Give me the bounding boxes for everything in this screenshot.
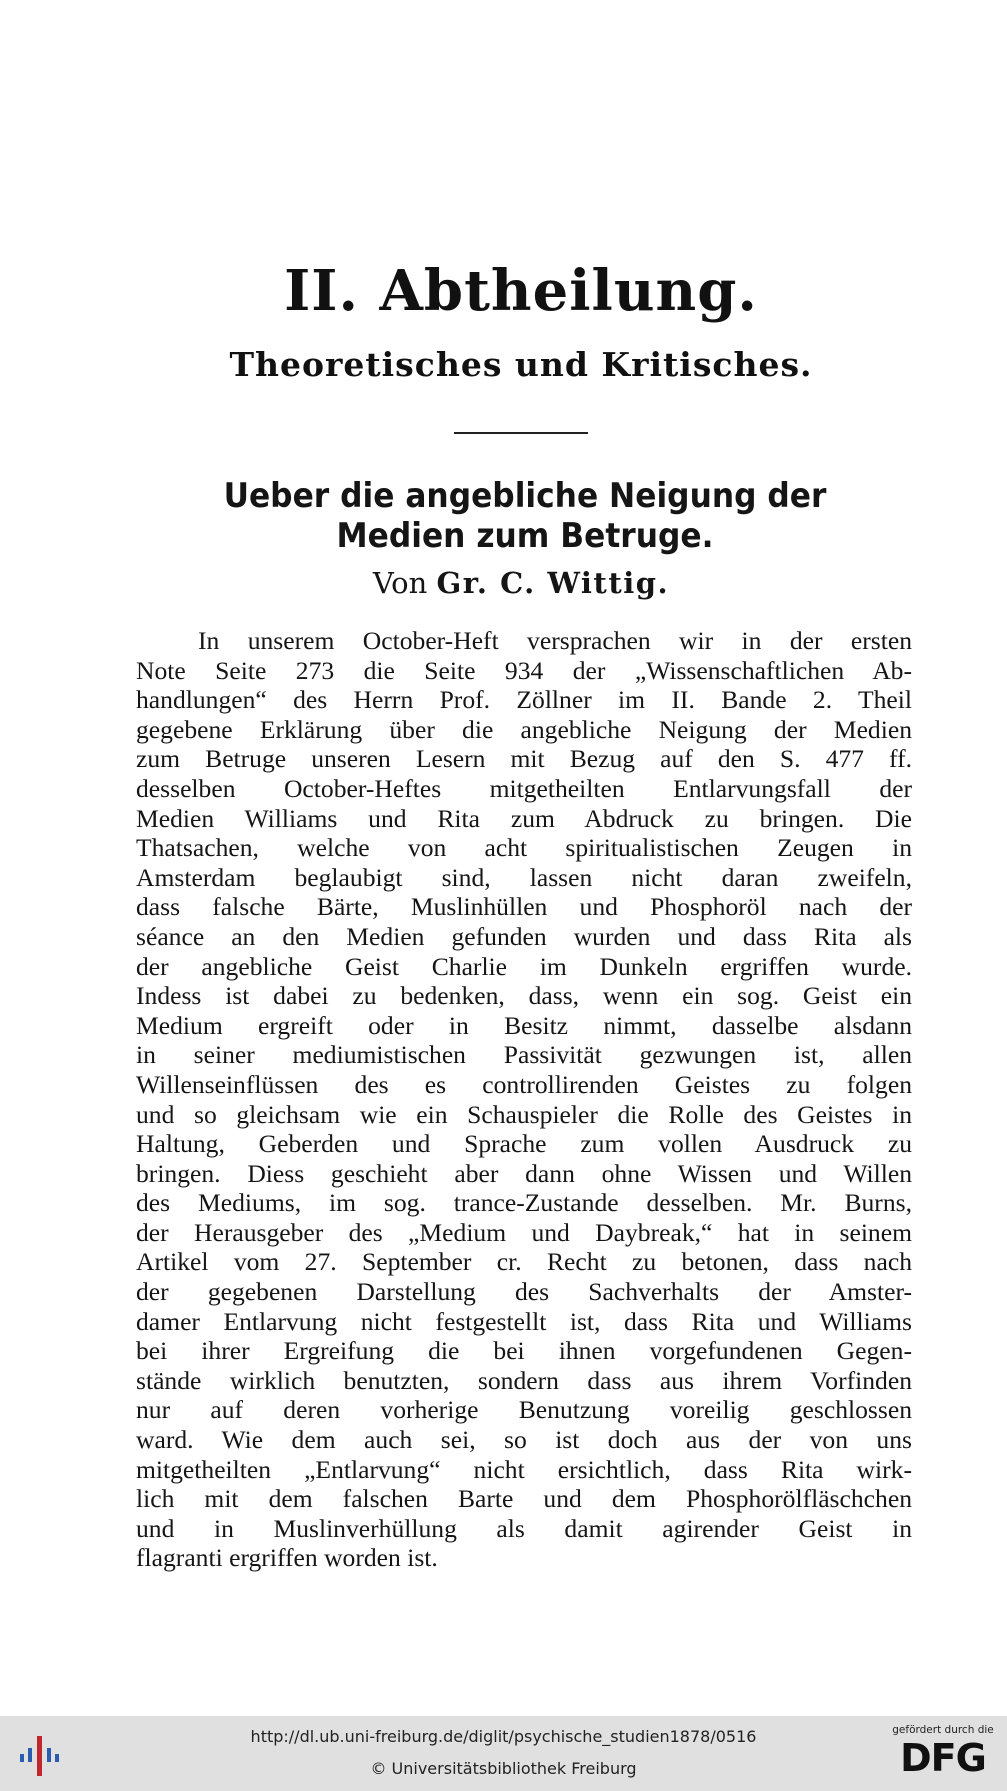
byline <box>0 566 1007 600</box>
body-line: flagranti ergriffen worden ist. <box>136 1543 438 1573</box>
body-line: In unserem October-Heft versprachen wir in der ersten <box>198 626 912 655</box>
body-line: dass falsche Bärte, Muslinhüllen und Phosphoröl nach der <box>136 892 912 922</box>
section-subheading: Theoretisches und Kritisches. <box>229 345 813 384</box>
body-line: desselben October-Heftes mitgetheilten Entlarvungsfall der <box>136 773 912 803</box>
body-line: ward. Wie dem auch sei, so ist doch aus der von uns <box>136 1425 912 1455</box>
article-body <box>136 626 912 1573</box>
body-line: damer Entlarvung nicht festgestellt ist, dass Rita und Williams <box>136 1306 912 1336</box>
body-line: lich mit dem falschen Barte und dem Phosphorölfläschchen <box>136 1484 912 1514</box>
body-line: der angebliche Geist Charlie im Dunkeln ergriffen wurde. <box>136 951 912 981</box>
body-line: mitgetheilten „Entlarvung“ nicht ersichtlich, dass Rita wirk- <box>136 1454 912 1484</box>
body-line: bringen. Diess geschieht aber dann ohne Wissen und Willen <box>136 1158 912 1188</box>
body-line: des Mediums, im sog. trance-Zustande desselben. Mr. Burns, <box>136 1188 912 1218</box>
body-line: Thatsachen, welche von acht spiritualistischen Zeugen in <box>136 833 912 863</box>
body-line: stände wirklich benutzten, sondern dass aus ihrem Vorfinden <box>136 1365 912 1395</box>
body-line: Willenseinflüssen des es controllirenden Geistes zu folgen <box>136 1069 912 1099</box>
footer-url[interactable]: http://dl.ub.uni-freiburg.de/diglit/psychische_studien1878/0516 <box>250 1727 757 1746</box>
body-line: und so gleichsam wie ein Schauspieler die Rolle des Geistes in <box>136 1099 912 1129</box>
author-name: Gr. C. Wittig. <box>436 566 670 600</box>
body-line: Artikel vom 27. September cr. Recht zu betonen, dass nach <box>136 1247 912 1277</box>
body-line: séance an den Medien gefunden wurden und dass Rita als <box>136 921 912 951</box>
body-line: Haltung, Geberden und Sprache zum vollen Ausdruck zu <box>136 1129 912 1159</box>
body-line: Medium ergreift oder in Besitz nimmt, dasselbe alsdann <box>136 1010 912 1040</box>
dfg-logo <box>889 1724 997 1780</box>
body-line: bei ihrer Ergreifung die bei ihnen vorgefundenen Gegen- <box>136 1336 912 1366</box>
body-line: und in Muslinverhüllung als damit agirender Geist in <box>136 1513 912 1543</box>
article-title: Ueber die angebliche Neigung der Medien zum Betruge. <box>223 476 827 556</box>
footer-bar <box>0 1716 1007 1791</box>
body-line: in seiner mediumistischen Passivität gezwungen ist, allen <box>136 1040 912 1070</box>
byline-prefix: Von <box>372 566 428 600</box>
body-line: Medien Williams und Rita zum Abdruck zu bringen. Die <box>136 803 912 833</box>
body-line: der Herausgeber des „Medium und Daybreak,“ hat in seinem <box>136 1217 912 1247</box>
footer-copyright: © Universitätsbibliothek Freiburg <box>370 1759 637 1778</box>
section-divider <box>454 432 588 434</box>
body-line: nur auf deren vorherige Benutzung voreilig geschlossen <box>136 1395 912 1425</box>
section-heading: II. Abtheilung. <box>284 258 758 324</box>
dfg-sponsor-prefix: gefördert durch die <box>892 1724 994 1736</box>
body-line: Note Seite 273 die Seite 934 der „Wissenschaftlichen Ab- <box>136 655 912 685</box>
dfg-wordmark: DFG <box>900 1736 986 1780</box>
body-line: gegebene Erklärung über die angebliche Neigung der Medien <box>136 714 912 744</box>
body-line: handlungen“ des Herrn Prof. Zöllner im II. Bande 2. Theil <box>136 685 912 715</box>
body-line: Indess ist dabei zu bedenken, dass, wenn ein sog. Geist ein <box>136 981 912 1011</box>
body-line: der gegebenen Darstellung des Sachverhalts der Amster- <box>136 1277 912 1307</box>
body-line: zum Betruge unseren Lesern mit Bezug auf den S. 477 ff. <box>136 744 912 774</box>
body-line: Amsterdam beglaubigt sind, lassen nicht daran zweifeln, <box>136 862 912 892</box>
